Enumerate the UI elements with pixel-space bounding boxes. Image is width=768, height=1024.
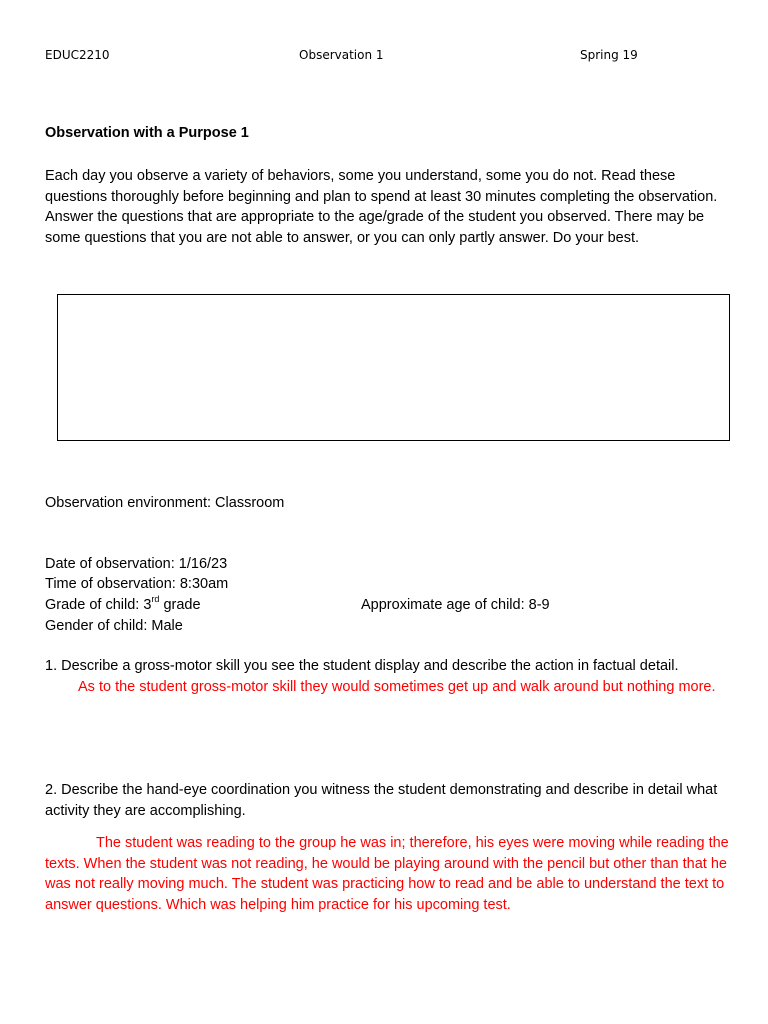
assignment-name: Observation 1: [299, 48, 384, 62]
course-code: EDUC2210: [45, 48, 110, 62]
document-title: Observation with a Purpose 1: [45, 125, 249, 141]
empty-response-box: [57, 294, 730, 441]
child-grade-suffix: grade: [159, 597, 201, 613]
observation-date: Date of observation: 1/16/23: [45, 556, 228, 572]
question-2: 2. Describe the hand-eye coordination you witness the student demonstrating and describe in detail what activity they are accomplishing.: [45, 782, 718, 819]
intro-paragraph: Each day you observe a variety of behaviors, some you understand, some you do not. Read these questions thoroughly before beginning and plan to spend at least 30 minutes completing the observation. Answer the questions that are appropriate to the age/grade of the student you observed. There may be some questions that you are not able to answer, or you can only partly answer. Do your best.: [45, 168, 718, 246]
child-gender: Gender of child: Male: [45, 618, 183, 634]
child-grade-prefix: Grade of child: 3: [45, 597, 152, 613]
child-grade-suffix-sup: rd: [151, 594, 160, 605]
answer-1: As to the student gross-motor skill they would sometimes get up and walk around but nothing more.: [78, 679, 716, 695]
observation-time: Time of observation: 8:30am: [45, 576, 229, 592]
observation-environment: Observation environment: Classroom: [45, 495, 285, 511]
child-grade: [45, 595, 201, 616]
child-age: Approximate age of child: 8-9: [361, 597, 550, 613]
term-label: Spring 19: [580, 48, 638, 62]
question-1: 1. Describe a gross-motor skill you see the student display and describe the action in factual detail.: [45, 658, 679, 674]
answer-2: The student was reading to the group he was in; therefore, his eyes were moving while reading the texts. When the student was not reading, he would be playing around with the pencil but other than that he was not really moving much. The student was practicing how to read and be able to understand the text to answer questions. Which was helping him practice for his upcoming test.: [45, 835, 729, 913]
